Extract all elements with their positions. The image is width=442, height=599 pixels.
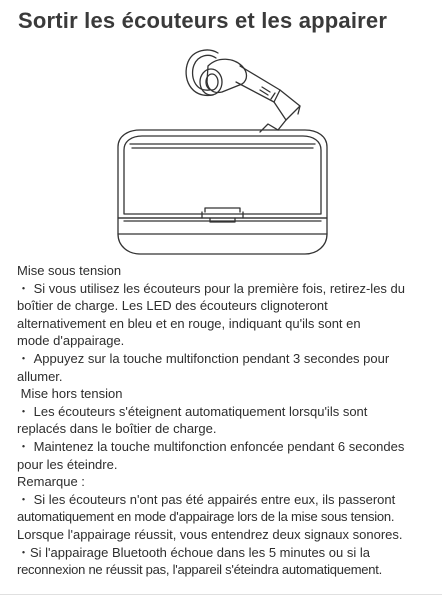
- section-heading-note: Remarque :: [17, 474, 85, 490]
- earbud-charging-case-icon: [110, 44, 335, 262]
- divider: [0, 594, 442, 595]
- text-line: ・ Si les écouteurs n'ont pas été appairés entre eux, ils passeront: [17, 491, 396, 507]
- text-line: ・ Maintenez la touche multifonction enfoncée pendant 6 secondes: [17, 438, 405, 454]
- text-line: pour les éteindre.: [17, 456, 118, 472]
- page-title: Sortir les écouteurs et les appairer: [18, 8, 388, 33]
- instructions-text: [17, 262, 439, 579]
- text-line: reconnexion ne réussit pas, l'appareil s'éteindra automatiquement.: [17, 562, 382, 578]
- text-line: ・ Si vous utilisez les écouteurs pour la première fois, retirez-les du: [17, 280, 405, 296]
- text-line: allumer.: [17, 368, 63, 384]
- text-line: alternativement en bleu et en rouge, indiquant qu'ils sont en: [17, 315, 361, 331]
- text-line: ・ Appuyez sur la touche multifonction pendant 3 secondes pour: [17, 350, 390, 366]
- section-heading-power-on: Mise sous tension: [17, 263, 122, 278]
- text-line: Lorsque l'appairage réussit, vous entendrez deux signaux sonores.: [17, 526, 403, 542]
- text-line: mode d'appairage.: [17, 333, 125, 349]
- text-line: ・ Les écouteurs s'éteignent automatiquement lorsqu'ils sont: [17, 403, 368, 419]
- text-line: replacés dans le boîtier de charge.: [17, 421, 217, 437]
- text-line: boîtier de charge. Les LED des écouteurs clignoteront: [17, 298, 328, 314]
- text-line: ・Si l'appairage Bluetooth échoue dans les 5 minutes ou si la: [17, 544, 370, 560]
- section-heading-power-off: Mise hors tension: [17, 386, 123, 402]
- text-line: automatiquement en mode d'appairage lors de la mise sous tension.: [17, 509, 395, 525]
